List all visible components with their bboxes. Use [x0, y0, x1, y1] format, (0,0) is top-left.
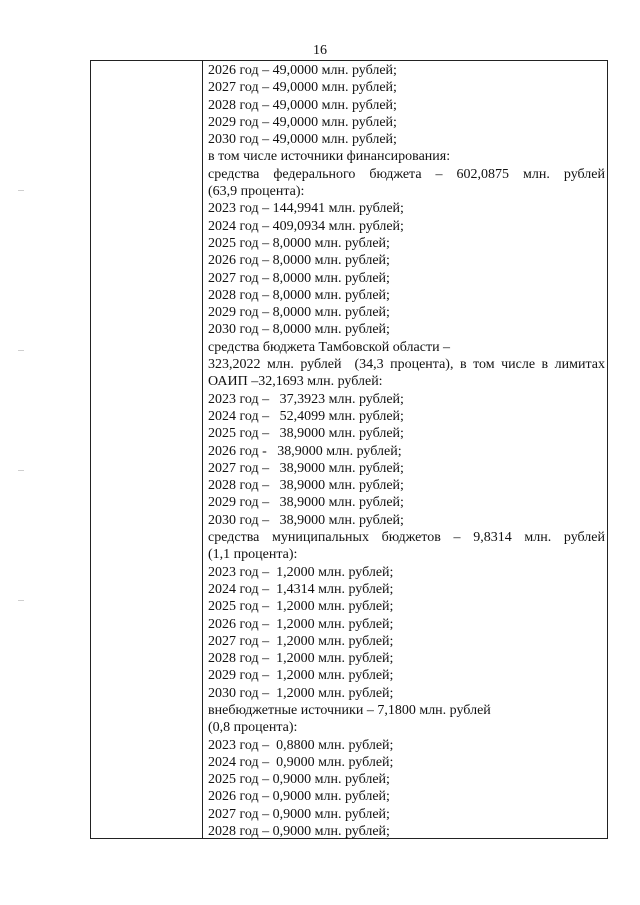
funding-line: 2024 год – 52,4099 млн. рублей;	[208, 408, 404, 424]
funding-line: средства федерального бюджета – 602,0875 млн. рублей	[208, 166, 605, 182]
funding-line: 2027 год – 8,0000 млн. рублей;	[208, 270, 390, 286]
funding-line: 2023 год – 1,2000 млн. рублей;	[208, 564, 394, 580]
margin-mark	[18, 470, 24, 471]
margin-mark	[18, 350, 24, 351]
funding-line: 2026 год – 0,9000 млн. рублей;	[208, 789, 390, 805]
funding-line: (0,8 процента):	[208, 720, 298, 736]
funding-line: 2030 год – 38,9000 млн. рублей;	[208, 512, 404, 528]
funding-line: 2029 год – 49,0000 млн. рублей;	[208, 114, 397, 130]
funding-line: 2030 год – 8,0000 млн. рублей;	[208, 322, 390, 338]
funding-line: 2029 год – 8,0000 млн. рублей;	[208, 305, 390, 321]
funding-line: в том числе источники финансирования:	[208, 149, 451, 165]
funding-line: (1,1 процента):	[208, 547, 298, 563]
funding-line: 2029 год – 38,9000 млн. рублей;	[208, 495, 404, 511]
funding-line: 2030 год – 1,2000 млн. рублей;	[208, 685, 394, 701]
funding-line: 2024 год – 1,4314 млн. рублей;	[208, 581, 394, 597]
funding-line: 2023 год – 37,3923 млн. рублей;	[208, 391, 404, 407]
funding-line: 2030 год – 49,0000 млн. рублей;	[208, 132, 397, 148]
funding-line: 2027 год – 38,9000 млн. рублей;	[208, 460, 404, 476]
margin-mark	[18, 600, 24, 601]
funding-line: 2028 год – 8,0000 млн. рублей;	[208, 287, 390, 303]
funding-line: 2028 год – 1,2000 млн. рублей;	[208, 651, 394, 667]
funding-line: ОАИП –32,1693 млн. рублей:	[208, 374, 383, 390]
funding-line: средства муниципальных бюджетов – 9,8314 млн. рублей	[208, 530, 605, 546]
funding-line: 2026 год - 38,9000 млн. рублей;	[208, 443, 402, 459]
funding-line: 2027 год – 0,9000 млн. рублей;	[208, 806, 390, 822]
funding-line: 2025 год – 38,9000 млн. рублей;	[208, 426, 404, 442]
funding-line: 323,2022 млн. рублей (34,3 процента), в том числе в лимитах	[208, 357, 605, 373]
funding-line: (63,9 процента):	[208, 184, 305, 200]
page-number: 16	[313, 43, 327, 58]
funding-line: 2025 год – 0,9000 млн. рублей;	[208, 772, 390, 788]
funding-line: внебюджетные источники – 7,1800 млн. рублей	[208, 702, 491, 718]
funding-line: 2028 год – 38,9000 млн. рублей;	[208, 478, 404, 494]
funding-line: 2023 год – 0,8800 млн. рублей;	[208, 737, 394, 753]
margin-mark	[18, 190, 24, 191]
funding-line: 2024 год – 0,9000 млн. рублей;	[208, 754, 394, 770]
funding-line: 2028 год – 0,9000 млн. рублей;	[208, 824, 390, 840]
funding-line: 2028 год – 49,0000 млн. рублей;	[208, 97, 397, 113]
funding-line: 2029 год – 1,2000 млн. рублей;	[208, 668, 394, 684]
funding-line: 2026 год – 49,0000 млн. рублей;	[208, 63, 397, 78]
funding-line: 2023 год – 144,9941 млн. рублей;	[208, 201, 404, 217]
funding-table	[90, 60, 608, 839]
funding-line: 2027 год – 1,2000 млн. рублей;	[208, 633, 394, 649]
funding-line: средства бюджета Тамбовской области –	[208, 339, 451, 355]
funding-details-cell	[208, 62, 605, 840]
funding-line: 2026 год – 1,2000 млн. рублей;	[208, 616, 394, 632]
column-divider	[202, 61, 203, 838]
funding-line: 2025 год – 1,2000 млн. рублей;	[208, 599, 394, 615]
funding-line: 2024 год – 409,0934 млн. рублей;	[208, 218, 404, 234]
funding-line: 2026 год – 8,0000 млн. рублей;	[208, 253, 390, 269]
funding-line: 2027 год – 49,0000 млн. рублей;	[208, 80, 397, 96]
funding-line: 2025 год – 8,0000 млн. рублей;	[208, 235, 390, 251]
